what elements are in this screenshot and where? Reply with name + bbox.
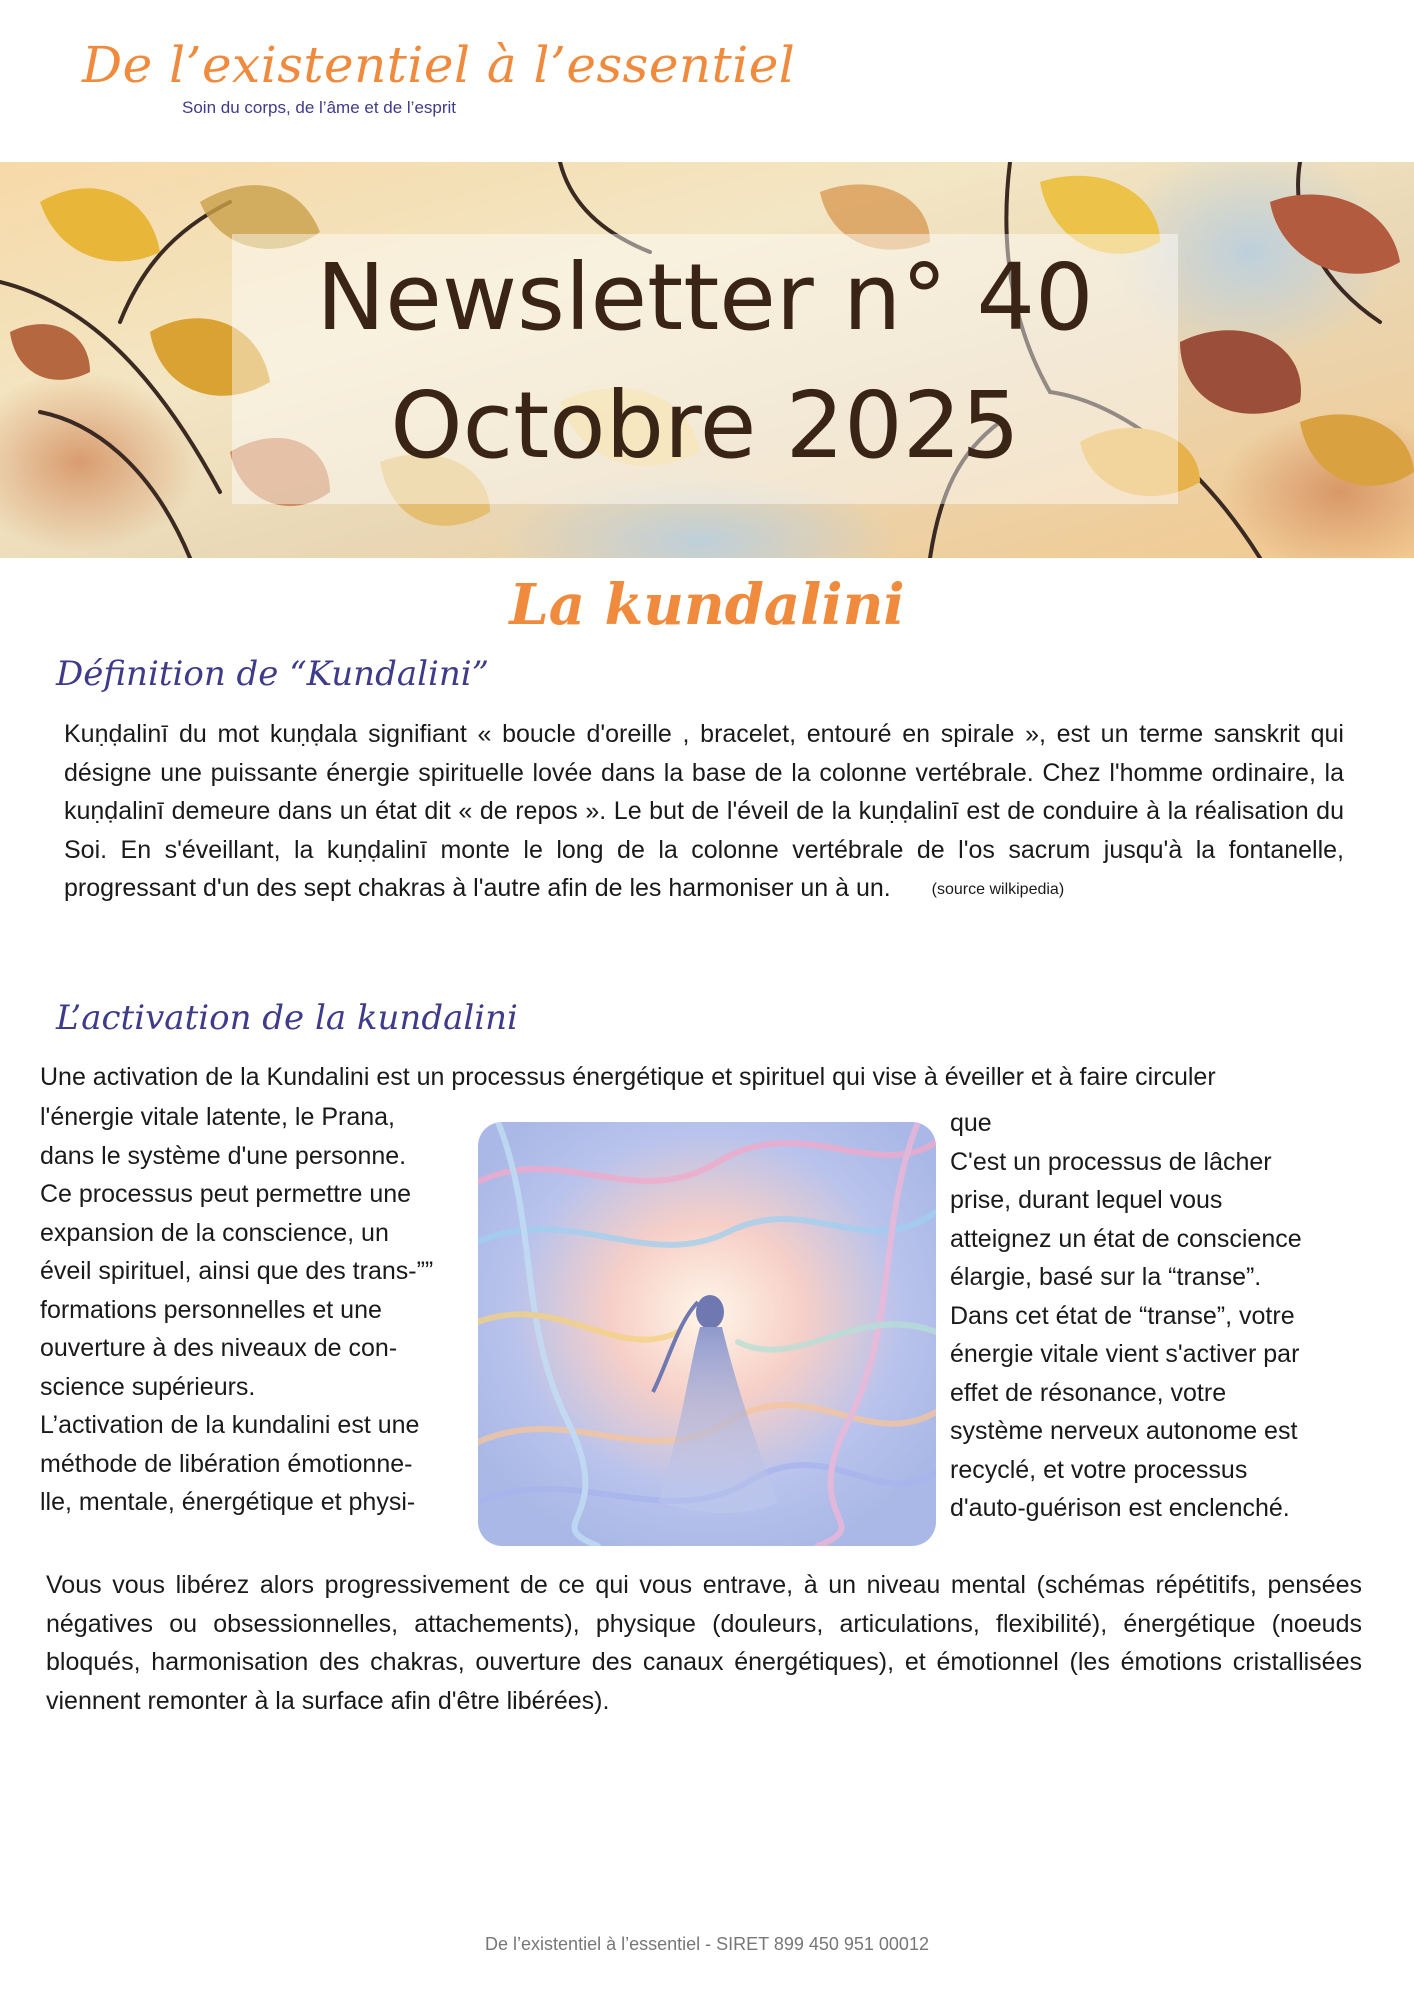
left-line: ouverture à des niveaux de con-	[40, 1334, 398, 1362]
left-line: formations personnelles et une	[40, 1295, 382, 1324]
kundalini-illustration	[478, 1122, 936, 1546]
left-line: éveil spirituel, ainsi que des trans-””	[40, 1257, 434, 1285]
left-line: Ce processus peut permettre une	[40, 1180, 412, 1208]
right-line: système nerveux autonome est	[950, 1417, 1298, 1445]
left-line: lle, mentale, énergétique et physi-	[40, 1488, 416, 1516]
right-line: C'est un processus de lâcher	[950, 1147, 1272, 1176]
banner	[0, 162, 1414, 558]
left-line: dans le système d'une personne.	[40, 1141, 407, 1170]
activation-right-column	[950, 1104, 1350, 1528]
left-line: expansion de la conscience, un	[40, 1218, 389, 1247]
right-line: recyclé, et votre processus	[950, 1455, 1248, 1484]
source-note: (source wilkipedia)	[931, 881, 1065, 898]
right-line: énergie vitale vient s'activer par	[950, 1340, 1300, 1368]
definition-heading: Définition de “Kundalini”	[56, 654, 490, 694]
definition-text: Kuṇḍalinī du mot kuṇḍala signifiant « boucle d'oreille , bracelet, entouré en spirale », est un terme sanskrit qui désigne une puissante énergie spirituelle lovée dans la base de la colonne vertébrale. Chez l'homme ordinaire, la kuṇḍalinī demeure dans un état dit « de repos ». Le but de l'éveil de la kuṇḍalinī est de conduire à la réalisation du Soi. En s'éveillant, la kuṇḍalinī monte le long de la colonne vertébrale de l'os sacrum jusqu'à la fontanelle, progressant d'un des sept chakras à l'autre afin de les harmoniser un à un.	[64, 720, 1344, 902]
right-line: que	[950, 1109, 992, 1137]
definition-paragraph	[64, 715, 1344, 910]
right-line: effet de résonance, votre	[950, 1378, 1227, 1407]
activation-closing-paragraph: Vous vous libérez alors progressivement de ce qui vous entrave, à un niveau mental (schémas répétitifs, pensées négatives ou obsessionnelles, attachements), physique (douleurs, articulations, flexibilité), énergétique (noeuds bloqués, harmonisation des chakras, ouverture des canaux énergétiques), et émotionnel (les émotions cristallisées viennent remonter à la surface afin d'être libérées).	[46, 1571, 1362, 1715]
newsletter-title-box	[232, 234, 1178, 504]
activation-left-column	[40, 1098, 470, 1522]
article-title: La kundalini	[509, 572, 905, 638]
right-line: d'auto-guérison est enclenché.	[950, 1494, 1290, 1522]
brand-subtitle: Soin du corps, de l’âme et de l’esprit	[182, 98, 457, 117]
left-line: L’activation de la kundalini est une	[40, 1411, 420, 1439]
right-line: atteignez un état de conscience	[950, 1224, 1302, 1253]
newsletter-date: Octobre 2025	[390, 372, 1020, 479]
left-line: l'énergie vitale latente, le Prana,	[40, 1103, 395, 1131]
newsletter-number: Newsletter n° 40	[316, 244, 1094, 351]
activation-intro: Une activation de la Kundalini est un processus énergétique et spirituel qui vise à éveiller et à faire circuler	[40, 1063, 1216, 1091]
left-line: science supérieurs.	[40, 1372, 256, 1401]
right-line: élargie, basé sur la “transe”.	[950, 1263, 1262, 1291]
right-line: prise, durant lequel vous	[950, 1186, 1223, 1214]
activation-heading: L’activation de la kundalini	[56, 998, 518, 1038]
right-line: Dans cet état de “transe”, votre	[950, 1301, 1295, 1330]
footer-legal: De l’existentiel à l’essentiel - SIRET 899 450 951 00012	[485, 1934, 929, 1954]
left-line: méthode de libération émotionne-	[40, 1449, 413, 1478]
brand-title: De l’existentiel à l’essentiel	[82, 36, 796, 94]
